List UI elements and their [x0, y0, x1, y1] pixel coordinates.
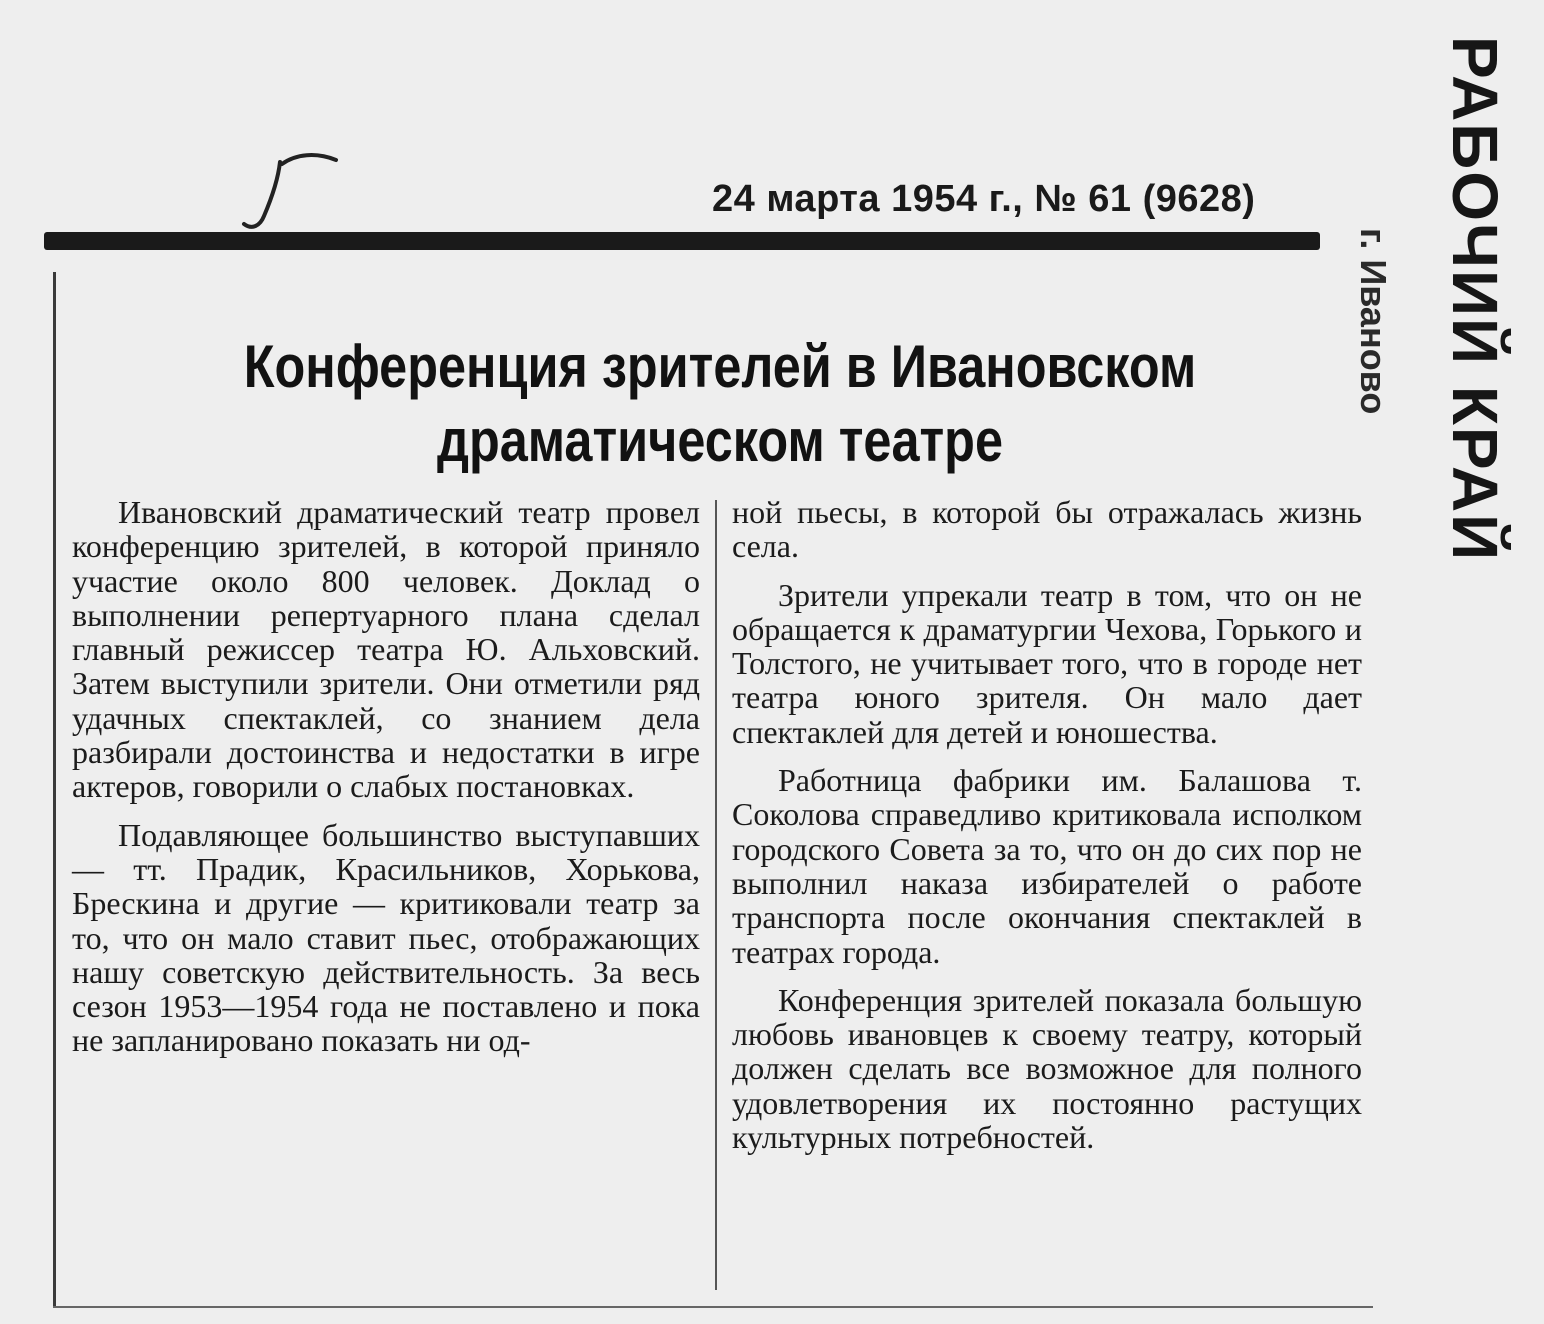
- article-headline: [199, 330, 1241, 478]
- paragraph: Подавляющее большинство выступавших — тт. Прадик, Красильников, Хорькова, Брескина и другие — критиковали театр за то, что он мало ставит пьес, отображающих нашу советскую действительность. За весь сезон 1953—1954 года не поставлено и пока не запланировано показать ни од-: [72, 816, 700, 1059]
- article-column-2: [732, 495, 1362, 1168]
- newspaper-masthead: [1353, 36, 1511, 636]
- paragraph: Конференция зрителей показала большую любовь ивановцев к своему театру, который должен сделать все возможное для полного удовлетворения их постоянно растущих культурных потребностей.: [732, 981, 1362, 1156]
- paragraph-continuation: ной пьесы, в которой бы отражалась жизнь села.: [732, 494, 1362, 565]
- headline-line-2: драматическом театре: [436, 407, 1004, 474]
- paragraph: Зрители упрекали театр в том, что он не обращается к драматургии Чехова, Горького и Толстого, не учитывает того, что в городе нет театра юного зрителя. Он мало дает спектаклей для детей и юношества.: [732, 576, 1362, 750]
- clipping-frame-left: [53, 272, 56, 1308]
- issue-dateline: 24 марта 1954 г., № 61 (9628): [712, 178, 1256, 220]
- header-rule: [44, 232, 1320, 250]
- headline-line-1: Конференция зрителей в Ивановском: [243, 333, 1197, 400]
- article-column-1: [72, 495, 700, 1072]
- clipping-frame-bottom: [53, 1306, 1373, 1308]
- handwritten-number-mark: [240, 150, 350, 240]
- newspaper-city: г. Иваново: [1353, 228, 1394, 415]
- paragraph: Работница фабрики им. Балашова т. Соколова справедливо критиковала исполком городского Совета за то, что он до сих пор не выполнил наказа избирателей о работе транспорта после окончания спектаклей в театрах города.: [732, 762, 1362, 970]
- column-divider: [715, 500, 717, 1290]
- newspaper-title: РАБОЧИЙ КРАЙ: [1439, 36, 1511, 563]
- paragraph: Ивановский драматический театр провел конференцию зрителей, в которой приняло участие около 800 человек. Доклад о выполнении репертуарного плана сделал главный режиссер театра Ю. Альховский. Затем выступили зрители. Они отметили ряд удачных спектаклей, со знанием дела разбирали достоинства и недостатки в игре актеров, говорили о слабых постановках.: [72, 494, 700, 805]
